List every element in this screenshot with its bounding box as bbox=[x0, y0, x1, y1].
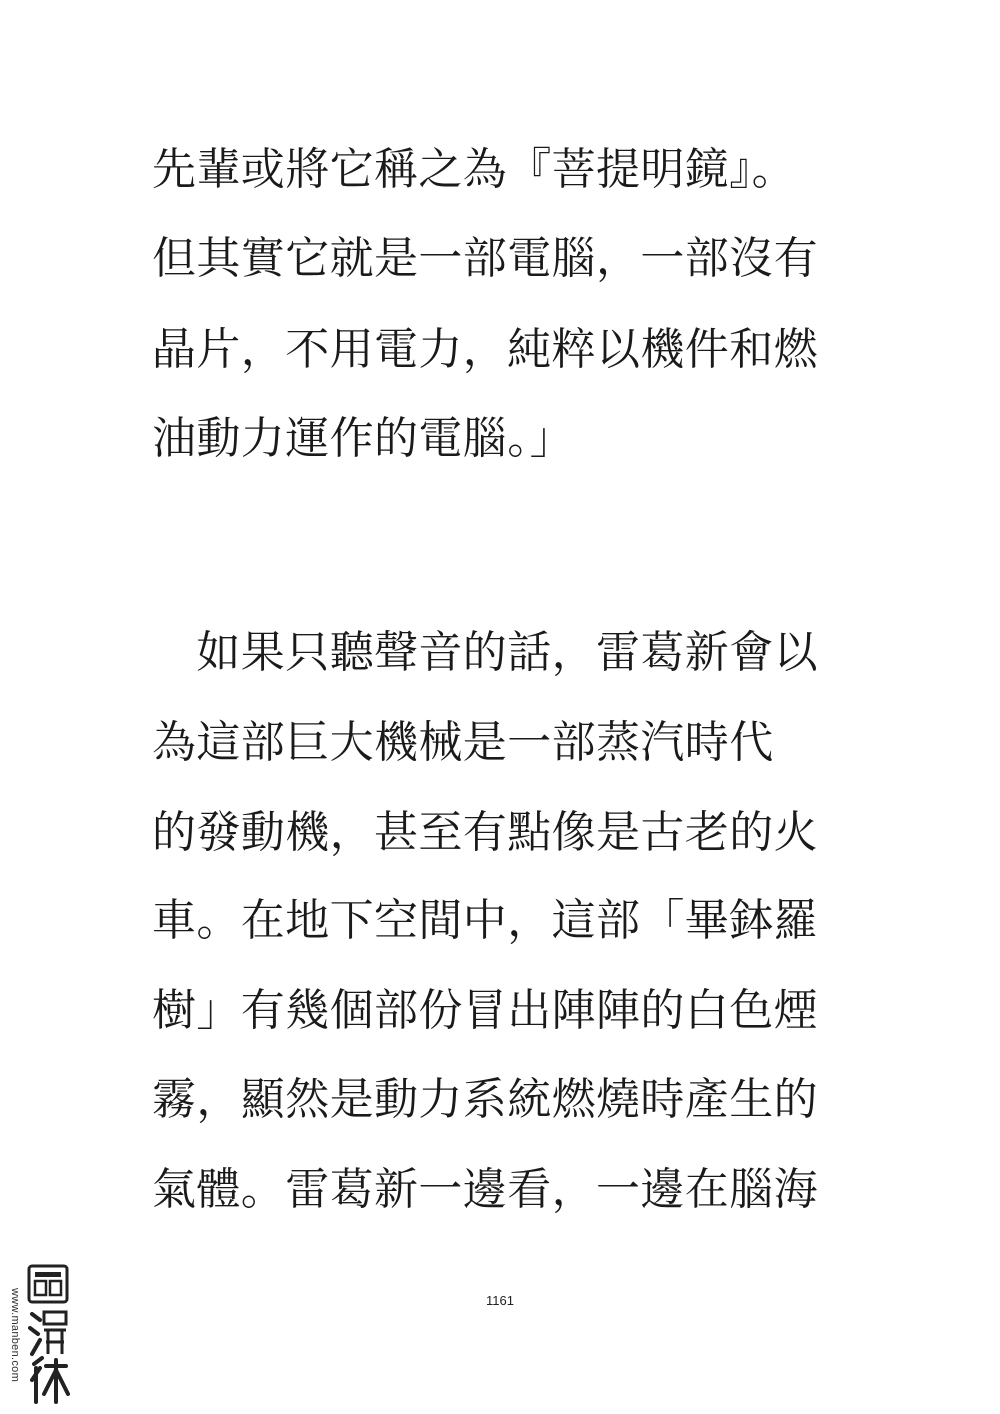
text-line: 車。在地下空間中，這部「畢鉢羅 bbox=[152, 895, 818, 946]
text-line: 但其實它就是一部電腦，一部沒有 bbox=[152, 233, 818, 284]
watermark-url: www.manben.com bbox=[9, 1287, 21, 1383]
page-number: 1161 bbox=[486, 1293, 514, 1308]
watermark bbox=[8, 1262, 70, 1408]
text-line: 氣體。雷葛新一邊看，一邊在腦海 bbox=[152, 1164, 818, 1215]
text-line: 為這部巨大機械是一部蒸汽時代 bbox=[152, 717, 774, 768]
manben-logo-icon bbox=[26, 1262, 70, 1408]
text-line: 樹」有幾個部份冒出陣陣的白色煙 bbox=[152, 985, 818, 1036]
text-line: 晶片，不用電力，純粹以機件和燃 bbox=[152, 324, 818, 375]
text-line: 霧，顯然是動力系統燃燒時產生的 bbox=[152, 1074, 818, 1125]
text-line: 油動力運作的電腦。」 bbox=[152, 413, 574, 464]
text-line: 先輩或將它稱之為『菩提明鏡』。 bbox=[152, 144, 796, 195]
text-line: 的發動機，甚至有點像是古老的火 bbox=[152, 807, 818, 858]
text-line: 如果只聽聲音的話，雷葛新會以 bbox=[152, 627, 818, 678]
